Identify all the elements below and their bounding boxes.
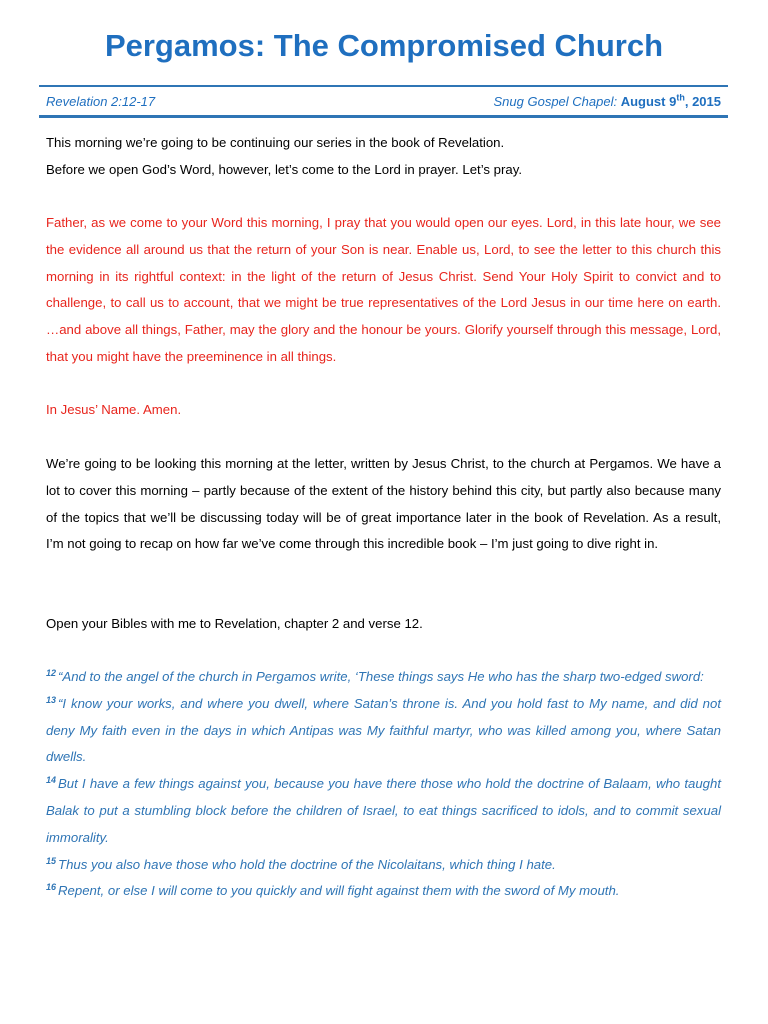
body-paragraph-1: We’re going to be looking this morning at the letter, written by Jesus Christ, to the church at Pergamos. We have a lot to cover this morning – partly because of the extent of the history behind this city, but partly also because many of the topics that we’ll be discussing today will be of great importance later in the book of Revelation. As a result, I’m not going to recap on how far we’ve come through this incredible book – I’m just going to dive right in. xyxy=(46,456,721,552)
opening-prayer: Father, as we come to your Word this morning, I pray that you would open our eyes. Lord, in this late hour, we see the evidence all around us that the return of your Son is near. Enable us, Lord, to see the letter to this church this morning in its rightful context: in the light of the return of Jesus Christ. Send Your Holy Spirit to convict and to challenge, to call us to account, that we might be true representatives of the Lord Jesus in our time here on earth. …and above all things, Father, may the glory and the honour be yours. Glorify yourself through this message, Lord, that you might have the preeminence in all things. xyxy=(46,215,721,364)
chapel-name: Snug Gospel Chapel: xyxy=(493,94,618,109)
verse-text: But I have a few things against you, because you have there those who hold the doctrine of Balaam, who taught Balak to put a stumbling block before the children of Israel, to eat things sacrificed to idols, and to commit sexual immorality. xyxy=(46,776,721,845)
verse-13 xyxy=(46,691,721,771)
header-rule-bottom xyxy=(39,115,728,118)
verse-16 xyxy=(46,878,721,905)
sermon-date xyxy=(621,94,721,109)
verse-number: 13 xyxy=(46,694,57,705)
verse-number: 14 xyxy=(46,775,57,786)
body-paragraph-2: Open your Bibles with me to Revelation, chapter 2 and verse 12. xyxy=(46,616,423,631)
intro-line-1: This morning we’re going to be continuing our series in the book of Revelation. xyxy=(46,135,505,150)
verse-number: 16 xyxy=(46,882,57,893)
date-month-day: August 9 xyxy=(620,94,677,109)
date-ordinal: th xyxy=(676,92,685,103)
verse-text: Thus you also have those who hold the doctrine of the Nicolaitans, which thing I hate. xyxy=(58,856,556,872)
verse-12 xyxy=(46,664,721,691)
verse-text: Repent, or else I will come to you quickly and will fight against them with the sword of My mouth. xyxy=(58,883,620,899)
verse-number: 12 xyxy=(46,668,57,678)
scripture-reference: Revelation 2:12-17 xyxy=(46,94,156,109)
date-year: , 2015 xyxy=(684,94,721,109)
header-rule-top xyxy=(39,85,728,87)
page-title: Pergamos: The Compromised Church xyxy=(104,28,664,63)
scripture-passage xyxy=(46,664,721,905)
sermon-header xyxy=(46,92,721,112)
verse-number: 15 xyxy=(46,855,57,866)
verse-text: “I know your works, and where you dwell, where Satan’s throne is. And you hold fast to My name, and did not deny My faith even in the days in which Antipas was My faithful martyr, who was killed among you, where Satan dwells. xyxy=(46,695,721,765)
verse-15 xyxy=(46,852,721,879)
intro-line-2: Before we open God’s Word, however, let’s come to the Lord in prayer. Let’s pray. xyxy=(46,161,522,177)
prayer-amen: In Jesus’ Name. Amen. xyxy=(46,402,182,417)
intro-section xyxy=(46,130,721,184)
verse-14 xyxy=(46,771,721,851)
verse-text: “And to the angel of the church in Pergamos write, ‘These things says He who has the sharp two-edged sword: xyxy=(58,669,704,684)
chapel-date xyxy=(494,92,722,112)
